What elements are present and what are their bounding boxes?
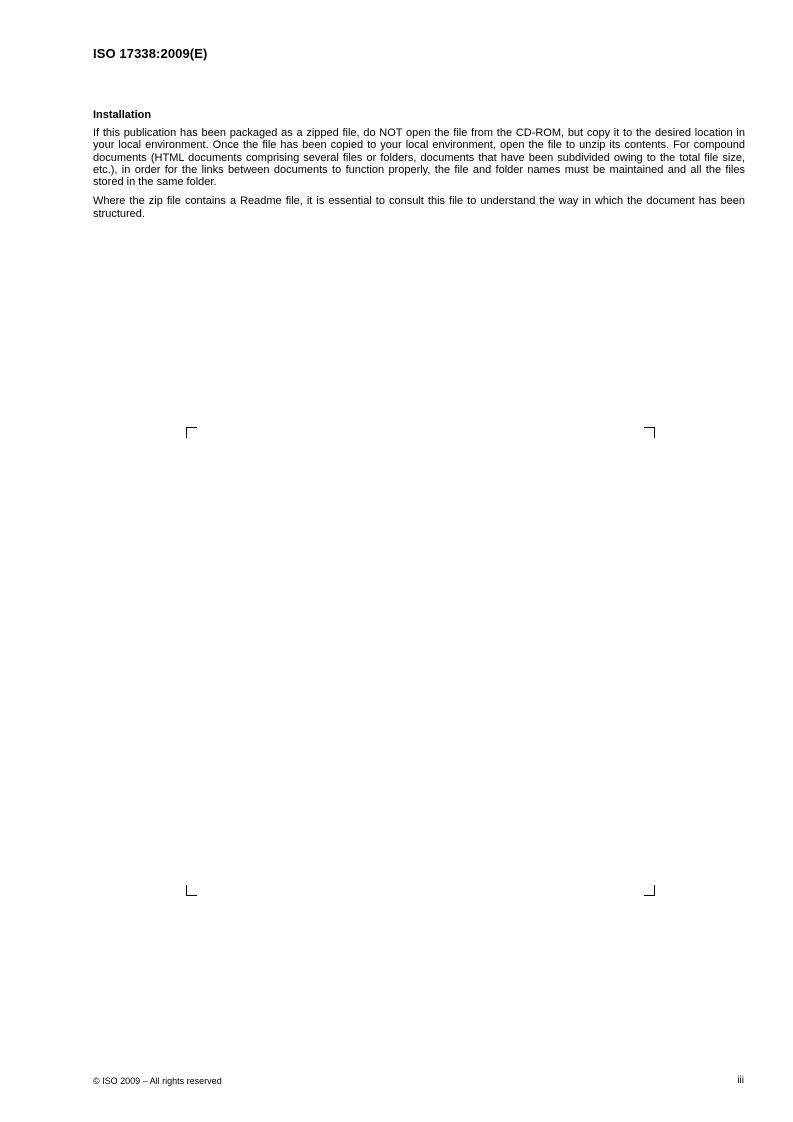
document-id-header: ISO 17338:2009(E) — [93, 46, 208, 61]
paragraph-readme-note: Where the zip file contains a Readme file, it is essential to consult this file to understand the way in which the document has been structured. — [93, 195, 745, 220]
crop-mark-bottom-left — [186, 885, 197, 896]
crop-mark-bottom-right — [644, 885, 655, 896]
copyright-footer: © ISO 2009 – All rights reserved — [93, 1076, 222, 1086]
page-number: iii — [737, 1075, 744, 1086]
crop-mark-top-right — [644, 427, 655, 438]
paragraph-installation-instructions: If this publication has been packaged as a zipped file, do NOT open the file from the CD-ROM, but copy it to the desired location in your local environment. Once the file has been copied to your local environment, open the file to unzip its contents. For compound documents (HTML documents comprising several files or folders, documents that have been subdivided owing to the total file size, etc.), in order for the links between documents to function properly, the file and folder names must be maintained and all the files stored in the same folder. — [93, 127, 745, 189]
section-heading: Installation — [93, 109, 152, 121]
installation-section — [93, 109, 745, 227]
crop-mark-top-left — [186, 427, 197, 438]
